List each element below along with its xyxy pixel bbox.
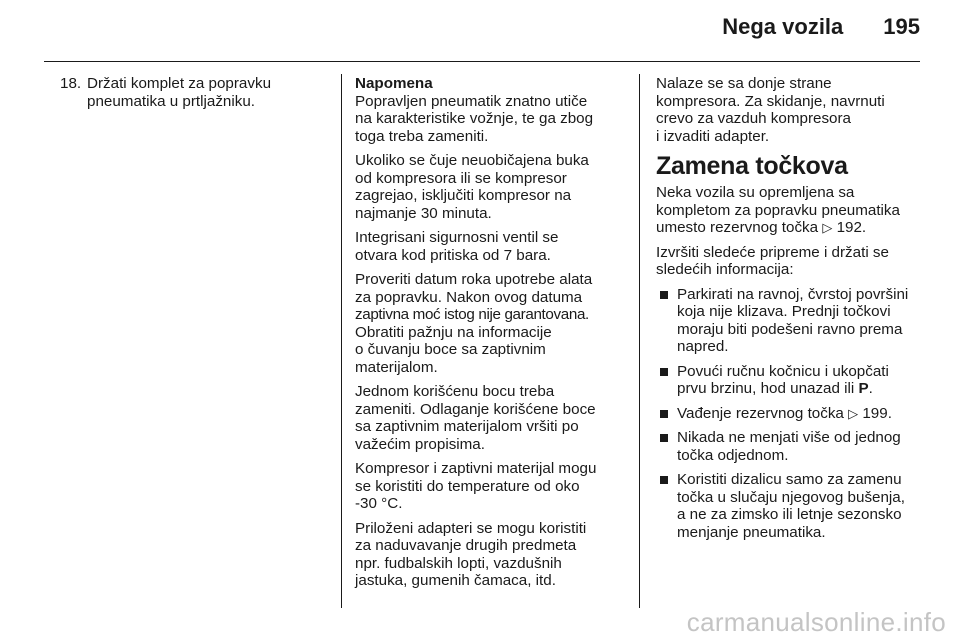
list-item: Parkirati na ravnoj, čvrstoj površini koja nije klizava. Prednji točkovi moraju biti podešeni ravno prema napred. <box>656 286 926 356</box>
list-item: Povući ručnu kočnicu i ukopčati prvu brzinu, hod unazad ili P. <box>656 363 926 398</box>
column-1 <box>60 75 332 110</box>
chapter-title: Nega vozila <box>722 14 844 39</box>
section-paragraph-2: Izvršiti sledeće pripreme i držati se sledećih informacija: <box>656 243 889 278</box>
page-reference-icon: ▷ <box>848 405 859 421</box>
page-number: 195 <box>883 14 920 39</box>
header-rule <box>44 61 920 62</box>
list-item: Vađenje rezervnog točka ▷ 199. <box>656 405 926 423</box>
page-reference: 199. <box>862 404 892 422</box>
note-paragraph-4: Proveriti datum roka upotrebe alata za popravku. Nakon ovog datuma zaptivna moć istog nije garantovana. Obratiti pažnju na informacije o čuvanju boce sa zaptivnim materijalom. <box>355 271 593 376</box>
column-3 <box>656 75 926 548</box>
column-divider-2 <box>639 74 640 608</box>
column-2 <box>355 75 633 597</box>
list-item: Koristiti dizalicu samo za zamenu točka u slučaju njegovog bušenja, a ne za zimsko ili letnje sezonsko menjanje pneumatika. <box>656 471 926 541</box>
square-bullet-icon <box>660 410 668 418</box>
note-paragraph-7: Priloženi adapteri se mogu koristiti za naduvavanje drugih predmeta npr. fudbalskih lopti, vazdušnih jastuka, gumenih čamaca, itd. <box>355 519 587 589</box>
note-paragraph-1: Popravljen pneumatik znatno utiče na karakteristike vožnje, te ga zbog toga treba zameniti. <box>355 92 594 145</box>
square-bullet-icon <box>660 476 668 484</box>
page-reference-icon: ▷ <box>822 220 833 235</box>
adapter-paragraph: Nalaze se sa donje strane kompresora. Za skidanje, navrnuti crevo za vazduh kompresora i izvaditi adapter. <box>656 75 885 145</box>
step-text: Držati komplet za popravku pneumatika u prtljažniku. <box>87 75 272 110</box>
square-bullet-icon <box>660 368 668 376</box>
note-paragraph-2: Ukoliko se čuje neuobičajena buka od kompresora ili se kompresor zagrejao, isključiti kompresor na najmanje 30 minuta. <box>355 152 589 222</box>
page-header <box>722 14 920 40</box>
step-18 <box>60 75 332 110</box>
page-reference: 192. <box>836 219 867 236</box>
note-paragraph-6: Kompresor i zaptivni materijal mogu se koristiti do temperature od oko -30 °C. <box>355 460 597 512</box>
section-title: Zamena točkova <box>656 152 848 180</box>
square-bullet-icon <box>660 291 668 299</box>
square-bullet-icon <box>660 434 668 442</box>
list-item: Nikada ne menjati više od jednog točka odjednom. <box>656 429 926 464</box>
note-paragraph-5: Jednom korišćenu bocu treba zameniti. Odlaganje korišćene boce sa zaptivnim materijalom vršiti po važećim propisima. <box>355 383 596 453</box>
step-number: 18. <box>60 75 82 92</box>
note-paragraph-3: Integrisani sigurnosni ventil se otvara kod pritiska od 7 bara. <box>355 229 559 264</box>
preparation-list <box>656 286 926 542</box>
section-paragraph-1: Neka vozila su opremljena sa kompletom za popravku pneumatika umesto rezervnog točka ▷ 192. <box>656 184 900 236</box>
watermark-link[interactable]: carmanualsonline.info <box>686 607 946 637</box>
column-divider-1 <box>341 74 342 608</box>
reverse-gear-symbol: P <box>858 380 869 397</box>
note-title: Napomena <box>355 75 433 92</box>
